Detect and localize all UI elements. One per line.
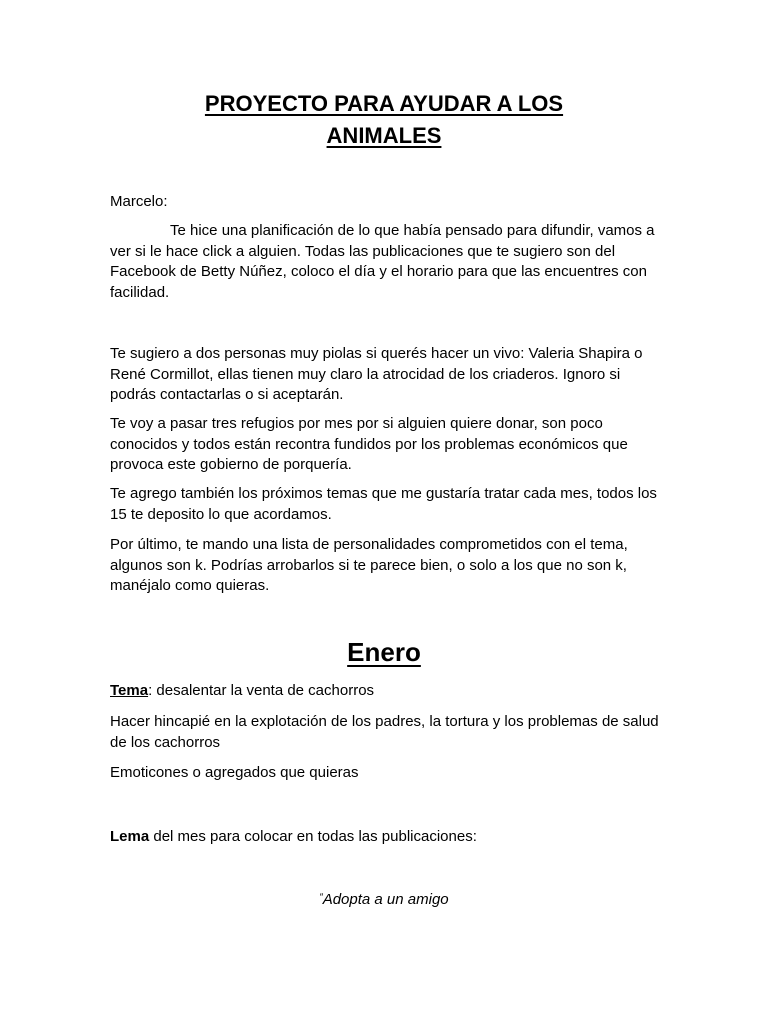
lema-label: Lema xyxy=(110,828,150,845)
tema-label: Tema xyxy=(110,682,149,699)
live-suggestion-paragraph: Te sugiero a dos personas muy piolas si querés hacer un vivo: Valeria Shapira o René Cormillot, ellas tienen muy claro la atrocidad de los criaderos. Ignoro si podrás contactarlas o si aceptarán. xyxy=(110,345,643,403)
motto-opening-quote: “ xyxy=(319,892,323,903)
document-title xyxy=(0,88,768,152)
emphasis-paragraph: Hacer hincapié en la explotación de los padres, la tortura y los problemas de salud de los cachorros xyxy=(110,713,659,751)
lema-line xyxy=(110,827,670,848)
intro-paragraph xyxy=(110,221,670,303)
title-line-1: PROYECTO PARA AYUDAR A LOS xyxy=(204,91,564,116)
intro-first-line: Te hice una planificación de lo que había pensado para difundir, xyxy=(170,222,594,239)
personalities-paragraph: Por último, te mando una lista de personalidades comprometidos con el tema, algunos son k. Podrías arrobarlos si te parece bien, o solo a los que no son k, manéjalo como quieras. xyxy=(110,536,628,594)
emoticons-line: Emoticones o agregados que quieras xyxy=(110,764,359,781)
shelters-paragraph: Te voy a pasar tres refugios por mes por si alguien quiere donar, son poco conocidos y todos están recontra fundidos por los problemas económicos que provoca este gobierno de porquería. xyxy=(110,415,628,473)
tema-text: : desalentar la venta de cachorros xyxy=(148,682,375,699)
tema-line xyxy=(110,681,670,702)
salutation: Marcelo: xyxy=(110,193,168,210)
motto xyxy=(0,888,768,910)
topics-paragraph: Te agrego también los próximos temas que me gustaría tratar cada mes, todos los 15 te deposito lo que acordamos. xyxy=(110,485,657,523)
intro-rest: vamos a ver si le hace click a alguien. Todas las publicaciones que te sugiero son del Facebook de Betty Núñez, coloco el día y el horario para que las encuentres con facilidad. xyxy=(110,222,655,301)
title-line-2: ANIMALES xyxy=(326,123,442,148)
motto-text: Adopta a un amigo xyxy=(322,891,449,908)
lema-text: del mes para colocar en todas las publicaciones: xyxy=(149,828,477,845)
month-heading: Enero xyxy=(347,637,421,667)
